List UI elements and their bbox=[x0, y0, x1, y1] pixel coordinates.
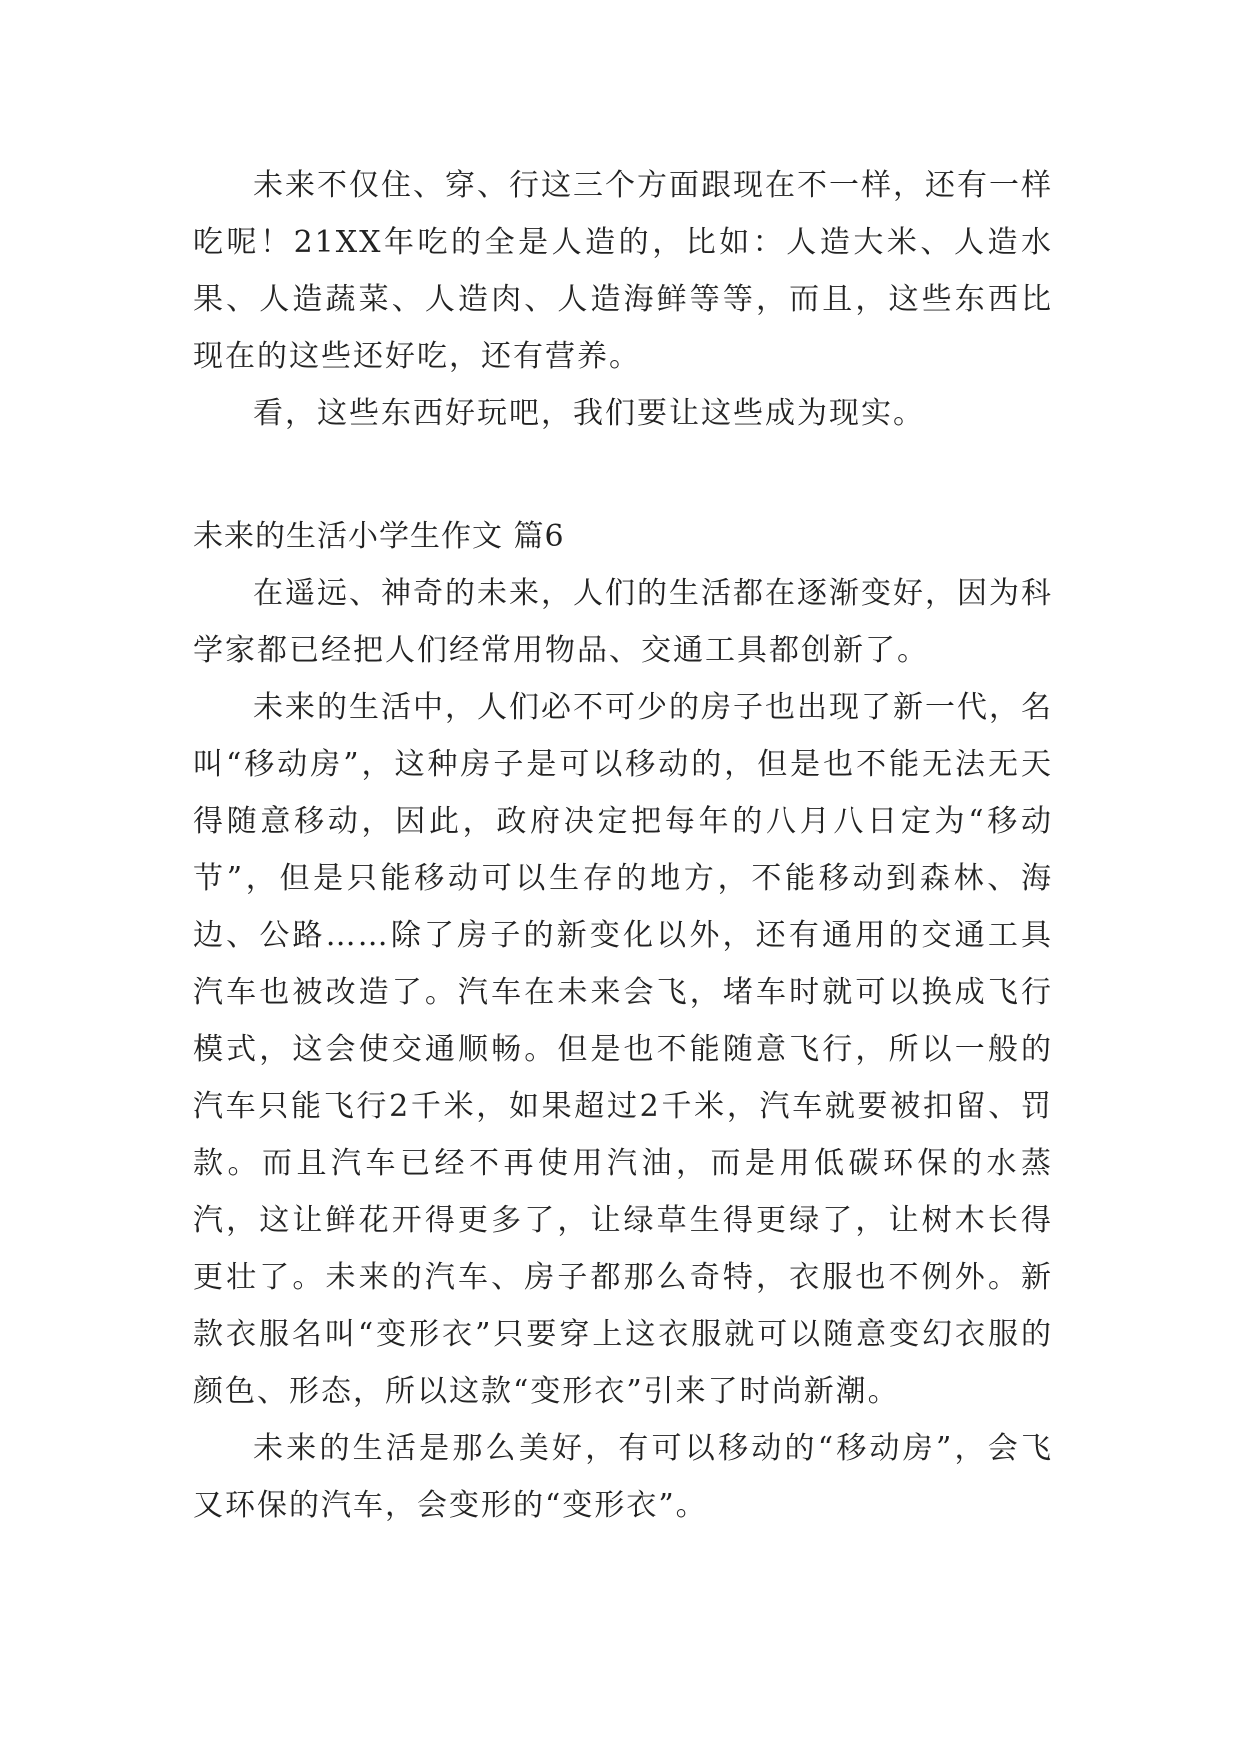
paragraph-intro: 在遥远、神奇的未来，人们的生活都在逐渐变好，因为科学家都已经把人们经常用物品、交通工具都创新了。 bbox=[193, 576, 1053, 668]
paragraph-main-body: 未来的生活中，人们必不可少的房子也出现了新一代，名叫“移动房”，这种房子是可以移动的，但是也不能无法无天得随意移动，因此，政府决定把每年的八月八日定为“移动节”，但是只能移动可以生存的地方，不能移动到森林、海边、公路……除了房子的新变化以外，还有通用的交通工具汽车也被改造了。汽车在未来会飞，堵车时就可以换成飞行模式，这会使交通顺畅。但是也不能随意飞行，所以一般的汽车只能飞行2千米，如果超过2千米，汽车就要被扣留、罚款。而且汽车已经不再使用汽油，而是用低碳环保的水蒸汽，这让鲜花开得更多了，让绿草生得更绿了，让树木长得更壮了。未来的汽车、房子都那么奇特，衣服也不例外。新款衣服名叫“变形衣”只要穿上这衣服就可以随意变幻衣服的颜色、形态，所以这款“变形衣”引来了时尚新潮。 bbox=[193, 690, 1053, 1409]
section-title: 未来的生活小学生作文 篇6 bbox=[193, 519, 565, 554]
paragraph-summary: 未来的生活是那么美好，有可以移动的“移动房”，会飞又环保的汽车，会变形的“变形衣”。 bbox=[193, 1431, 1053, 1523]
paragraph-food: 未来不仅住、穿、行这三个方面跟现在不一样，还有一样吃呢！21XX年吃的全是人造的，比如：人造大米、人造水果、人造蔬菜、人造肉、人造海鲜等等，而且，这些东西比现在的这些还好吃，还有营养。 bbox=[193, 168, 1053, 374]
intro-text-block bbox=[193, 157, 1053, 442]
paragraph-conclusion: 看，这些东西好玩吧，我们要让这些成为现实。 bbox=[253, 396, 925, 431]
section-text-block bbox=[193, 565, 1053, 1534]
